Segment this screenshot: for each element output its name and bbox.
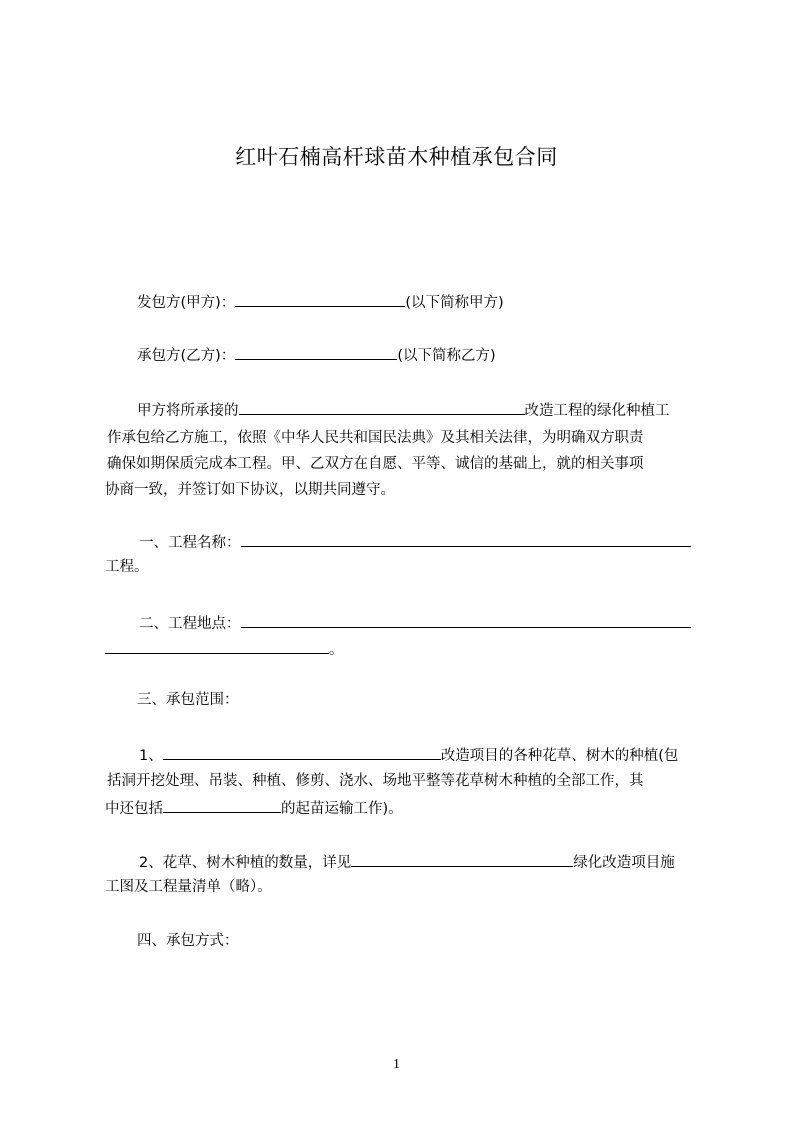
- project-name-blank-2[interactable]: [371, 531, 649, 547]
- party-a-label: 发包方(甲方)：: [137, 295, 236, 311]
- party-b-label: 承包方(乙方)：: [137, 348, 236, 364]
- clause-1-line-2: 括洞开挖处理、吊装、种植、修剪、浇水、场地平整等花草树木种植的全部工作，其: [107, 773, 644, 789]
- section-2-line-1: [139, 612, 691, 634]
- project-name-blank-1[interactable]: [241, 531, 371, 547]
- clause-2-line-2: 工图及工程量清单（略）。: [105, 879, 272, 895]
- location-blank-3[interactable]: [649, 612, 691, 628]
- section-4-heading: 四、承包方式：: [137, 933, 239, 949]
- clause-1-line-3: [105, 797, 403, 819]
- intro-line-1: [137, 399, 670, 421]
- clause-2-prefix: 2、花草、树木种植的数量，详见: [139, 855, 352, 871]
- project-name-blank-3[interactable]: [649, 531, 691, 547]
- clause-2-blank[interactable]: [351, 851, 573, 867]
- location-blank-2[interactable]: [371, 612, 649, 628]
- clause-1-line-1: [139, 744, 678, 766]
- clause-1-suffix: 改造项目的各种花草、树木的种植(包: [440, 748, 679, 764]
- section-2-end-mark: 。: [329, 642, 344, 658]
- party-b-suffix: (以下简称乙方): [397, 348, 496, 364]
- clause-1-number: 1、: [139, 748, 163, 764]
- party-a-line: [137, 291, 504, 313]
- intro-suffix: 改造工程的绿化种植工: [524, 403, 670, 419]
- clause-1-blank[interactable]: [163, 744, 441, 760]
- location-blank-4[interactable]: [105, 638, 329, 654]
- clause-2-line-1: [139, 851, 675, 873]
- party-a-blank[interactable]: [235, 291, 405, 307]
- section-3-heading: 三、承包范围：: [137, 692, 239, 708]
- intro-blank-1[interactable]: [239, 399, 342, 415]
- clause-1-line-3-suffix: 的起苗运输工作)。: [281, 801, 403, 817]
- intro-prefix: 甲方将所承接的: [137, 403, 239, 419]
- location-blank-1[interactable]: [241, 612, 371, 628]
- intro-blank-2[interactable]: [342, 399, 525, 415]
- intro-line-2: 作承包给乙方施工，依照《中华人民共和国民法典》及其相关法律，为明确双方职责: [107, 430, 644, 446]
- document-title: 红叶石楠高杆球苗木种植承包合同: [235, 145, 558, 169]
- intro-line-3: 确保如期保质完成本工程。甲、乙双方在自愿、平等、诚信的基础上，就的相关事项: [107, 456, 644, 472]
- section-1-line-2: 工程。: [105, 559, 149, 575]
- clause-2-suffix: 绿化改造项目施: [573, 855, 675, 871]
- clause-1-line-3-prefix: 中还包括: [105, 801, 163, 817]
- party-b-blank[interactable]: [235, 344, 397, 360]
- party-b-line: [137, 344, 496, 366]
- section-2-heading: 二、工程地点：: [139, 616, 241, 632]
- intro-line-4: 协商一致，并签订如下协议，以期共同遵守。: [105, 482, 395, 498]
- page-number: 1: [393, 1057, 400, 1072]
- party-a-suffix: (以下简称甲方): [405, 295, 504, 311]
- section-1-heading: 一、工程名称：: [139, 535, 241, 551]
- section-2-line-2: [105, 638, 344, 660]
- seedling-blank[interactable]: [163, 797, 281, 813]
- section-1-line-1: [139, 531, 691, 553]
